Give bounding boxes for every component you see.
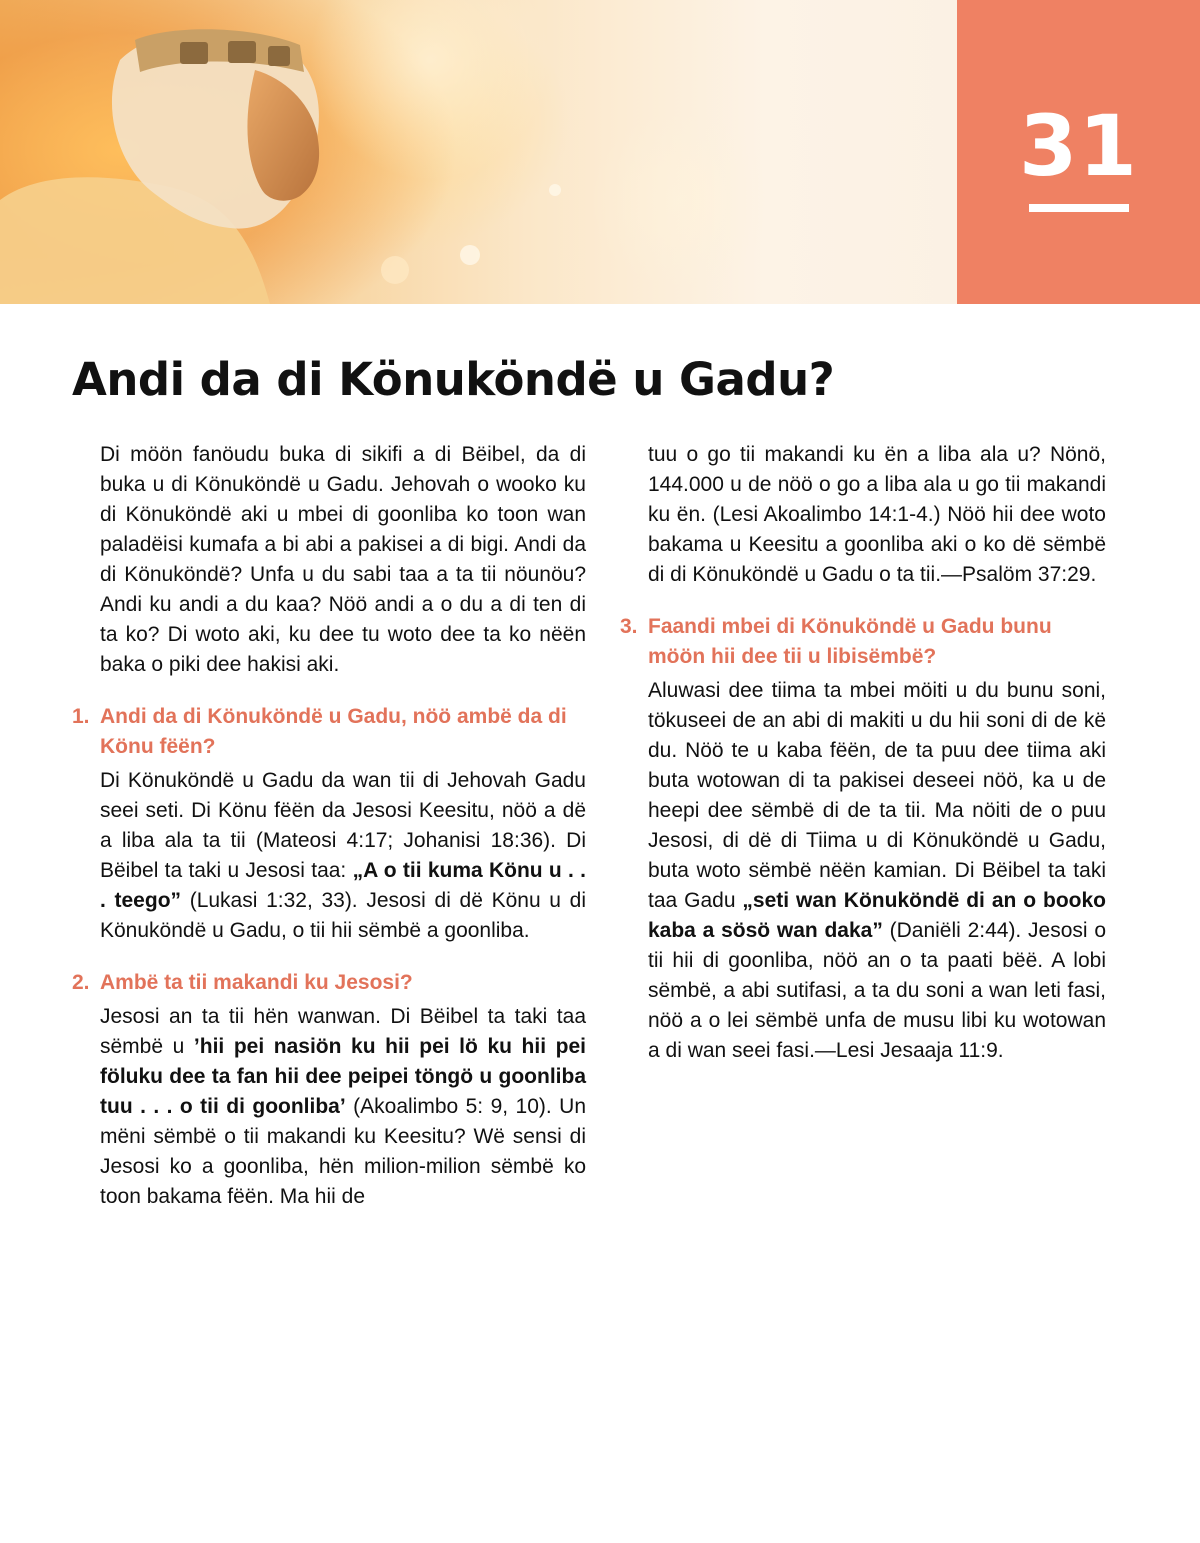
- answer-1-paragraph: [72, 766, 586, 946]
- answer-2-continued: tuu o go tii makandi ku ën a liba ala u? Nönö, 144.000 u de nöö o go a liba ala u go tii makandi ku ën. (Lesi Akoalimbo 14:1-4.) Nöö hii dee woto bakama u Keesitu a goonliba aki o ko dë sëmbë di di Könuköndë u Gadu o ta tii.—Psalöm 37:29.: [648, 443, 1106, 586]
- question-2-heading: [72, 968, 586, 998]
- answer-text: (Akoalimbo 5: 9, 10). Un mëni sëmbë o tii makandi ku Keesitu? Wë sensi di Jesosi ko a goonliba, hën milion-milion sëmbë ko toon bakama fëën. Ma hii de: [100, 1095, 586, 1208]
- answer-text: Jesosi an ta tii hën wanwan. Di Bëibel ta taki taa sëmbë u: [100, 1005, 586, 1058]
- king-with-crown-image: [0, 0, 957, 304]
- question-number: 3.: [620, 615, 638, 638]
- question-1-heading: [72, 702, 586, 762]
- lesson-number: 31: [1019, 97, 1138, 195]
- bible-quote: „seti wan Könuköndë di an o booko kaba a sösö wan daka”: [648, 889, 1106, 942]
- answer-text: (Daniëli 2:44). Jesosi o tii hii di goonliba, nöö an o ta paati bëë. A lobi sëmbë, a abi sutifasi, a ta du soni a wan leti fasi, nöö a o lei sëmbë unfa de musu libi ku wotowan a di wan seei fasi.—Lesi Jesaaja 11:9.: [648, 919, 1107, 1062]
- intro-paragraph: Di möön fanöudu buka di sikifi a di Bëibel, da di buka u di Könuköndë u Gadu. Jehovah o wooko ku di Könuköndë aki u mbei di goonliba ko toon wan paladëisi kumafa a bi abi a pakisei a di bigi. Andi da di Könuköndë? Unfa u du sabi taa a ta tii nöunöu? Andi ku andi a du kaa? Nöö andi a o du a di ten di ta ko? Di woto aki, ku dee tu woto dee ta ko nëën baka o piki dee hakisi aki.: [100, 443, 586, 676]
- right-column: [620, 440, 1106, 1088]
- answer-text: (Lukasi 1:32, 33). Jesosi di dë Könu u di Könuköndë u Gadu, o tii hii sëmbë a goonliba.: [100, 889, 586, 942]
- left-column: [72, 440, 586, 1234]
- header-banner: [0, 0, 1200, 304]
- question-text: Andi da di Könuköndë u Gadu, nöö ambë da di Könu fëën?: [100, 705, 567, 758]
- lesson-number-panel: [957, 0, 1200, 304]
- answer-2-paragraph: [72, 1002, 586, 1212]
- answer-text: Di Könuköndë u Gadu da wan tii di Jehovah Gadu seei seti. Di Könu fëën da Jesosi Keesitu, nöö a dë a liba ala ta tii (Mateosi 4:17; Johanisi 18:36). Di Bëibel ta taki u Jesosi taa:: [100, 769, 586, 882]
- answer-text: Aluwasi dee tiima ta mbei möiti u du bunu soni, tökuseei de an abi di makiti u du hii soni di de kë du. Nöö te u kaba fëën, de ta puu dee tiima aki buta wotowan di ta pakisei deseei nöö, ka u de heepi dee sëmbë di de ta tii. Ma nöiti de o puu Jesosi, di dë di Tiima u di Könuköndë u Gadu, buta woto sëmbë nëën kamian. Di Bëibel ta taki taa Gadu: [648, 679, 1106, 912]
- question-number: 1.: [72, 705, 90, 728]
- question-text: Ambë ta tii makandi ku Jesosi?: [100, 971, 413, 994]
- bible-quote: „A o tii kuma Könu u . . . teego”: [100, 859, 586, 912]
- lesson-number-underline: [1029, 204, 1129, 212]
- question-text: Faandi mbei di Könuköndë u Gadu bunu möön hii dee tii u libisëmbë?: [648, 615, 1052, 668]
- question-number: 2.: [72, 971, 90, 994]
- bible-quote: ’hii pei nasiön ku hii pei lö ku hii pei föluku dee ta fan hii dee peipei töngö u goonliba tuu . . . o tii di goonliba’: [100, 1035, 586, 1118]
- question-3-heading: [620, 612, 1106, 672]
- answer-3-paragraph: [620, 676, 1106, 1066]
- page-title: Andi da di Könuköndë u Gadu?: [72, 353, 835, 406]
